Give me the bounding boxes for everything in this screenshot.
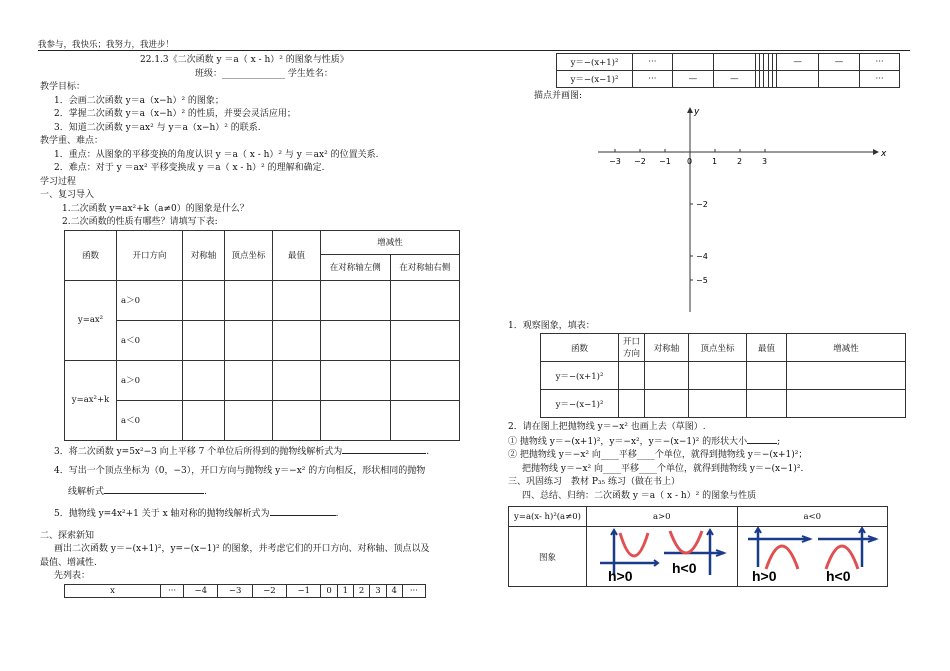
goal-3: 3．知道二次函数 y＝ax² 与 y＝a（x−h）² 的联系. bbox=[54, 122, 261, 133]
x-cell: 4 bbox=[386, 584, 402, 597]
cell[interactable] bbox=[183, 400, 225, 440]
th-extreme: 最值 bbox=[273, 230, 321, 280]
cell[interactable] bbox=[321, 400, 391, 440]
x-cell: x bbox=[65, 584, 161, 597]
x-tick-label: −3 bbox=[609, 156, 621, 166]
cell[interactable] bbox=[645, 390, 689, 418]
th-opening: 开口方向 bbox=[619, 334, 645, 362]
cell[interactable] bbox=[321, 280, 391, 320]
upward-parabolas-sketch bbox=[592, 527, 732, 583]
th-monotonic: 增减性 bbox=[787, 334, 906, 362]
explore-line-1: 画出二次函数 y＝−(x+1)²，y=−(x−1)² 的图象，并考虑它们的开口方向、对称轴、顶点以及 bbox=[54, 544, 430, 554]
question-4-cont: 线解析式 . bbox=[68, 486, 207, 497]
answer-blank-5[interactable] bbox=[270, 507, 336, 516]
x-tick-label: 2 bbox=[737, 156, 743, 166]
x-cell: ··· bbox=[402, 584, 425, 597]
x-cell: 3 bbox=[370, 584, 386, 597]
val-cell[interactable] bbox=[777, 71, 818, 88]
values-table-top bbox=[556, 53, 900, 88]
parabola-curve bbox=[620, 533, 648, 556]
summary-head-apos: a>0 bbox=[587, 507, 738, 527]
cell[interactable] bbox=[183, 280, 225, 320]
cell[interactable] bbox=[273, 320, 321, 360]
val-cell[interactable] bbox=[714, 54, 755, 71]
parabola-curve bbox=[826, 546, 858, 569]
question-4-text: 线解析式 bbox=[68, 486, 105, 497]
answer-blank-shape[interactable] bbox=[747, 435, 777, 444]
review-heading: 一、复习导入 bbox=[40, 190, 95, 200]
cell[interactable] bbox=[787, 390, 906, 418]
question-3: 3．将二次函数 y=5x²−3 向上平移 7 个单位后所得到的抛物线解析式为 . bbox=[54, 446, 430, 457]
goals-heading: 教学目标： bbox=[40, 82, 86, 92]
list-heading: 先列表： bbox=[54, 571, 91, 581]
th-function: 函数 bbox=[65, 230, 117, 280]
cell[interactable] bbox=[225, 400, 273, 440]
row-func-2: y=ax²+k bbox=[65, 360, 117, 440]
y-tick-label: −2 bbox=[696, 199, 708, 209]
cell[interactable] bbox=[273, 280, 321, 320]
cond-2b: a＜0 bbox=[117, 400, 183, 440]
val-cell: — bbox=[672, 71, 713, 88]
goal-1: 1．会画二次函数 y＝a（x−h）² 的图象； bbox=[54, 95, 224, 106]
cell[interactable] bbox=[183, 320, 225, 360]
x-tick-label: 1 bbox=[712, 156, 718, 166]
val-cell: ··· bbox=[860, 54, 900, 71]
graph-label: h<0 bbox=[826, 568, 851, 583]
cell[interactable] bbox=[390, 320, 460, 360]
question-5-text: 5．抛物线 y=4x²+1 关于 x 轴对称的抛物线解析式为 bbox=[54, 509, 270, 519]
apos-graphs bbox=[587, 527, 738, 587]
x-cell: −1 bbox=[287, 584, 321, 597]
th-right-of-axis: 在对称轴右侧 bbox=[390, 254, 460, 280]
th-extreme: 最值 bbox=[747, 334, 787, 362]
th-opening: 开口方向 bbox=[117, 230, 183, 280]
question-3-text: 3．将二次函数 y=5x²−3 向上平移 7 个单位后所得到的抛物线解析式为 bbox=[54, 446, 343, 457]
row-func: y＝−(x−1)² bbox=[557, 71, 633, 88]
cell[interactable] bbox=[747, 362, 787, 390]
summary-head-aneg: a<0 bbox=[737, 507, 888, 527]
val-cell: — bbox=[818, 54, 859, 71]
properties-table bbox=[64, 230, 460, 441]
th-axis: 对称轴 bbox=[183, 230, 225, 280]
x-values-table bbox=[64, 584, 426, 598]
cell[interactable] bbox=[321, 360, 391, 400]
task-2-c1-text: ① 抛物线 y＝−(x+1)²，y＝−x²，y＝−(x−1)² 的形状大小 bbox=[508, 436, 748, 447]
y-axis-label: y bbox=[694, 106, 700, 117]
cell[interactable] bbox=[273, 360, 321, 400]
graph-label: h<0 bbox=[671, 560, 697, 576]
coordinate-plane[interactable] bbox=[578, 104, 908, 316]
observe-heading: 1．观察图象，填表： bbox=[508, 320, 595, 331]
summary-row-label: 图象 bbox=[509, 527, 587, 587]
row-func: y＝−(x+1)² bbox=[541, 362, 619, 390]
cell[interactable] bbox=[747, 390, 787, 418]
x-cell: 2 bbox=[353, 584, 369, 597]
cond-1b: a＜0 bbox=[117, 320, 183, 360]
th-function: 函数 bbox=[541, 334, 619, 362]
aneg-graphs bbox=[737, 527, 888, 587]
val-cell: — bbox=[777, 54, 818, 71]
th-vertex: 顶点坐标 bbox=[225, 230, 273, 280]
practice-heading: 三、巩固练习 教材 P₃₅ 练习（做在书上） bbox=[508, 477, 680, 487]
page-header: 我参与，我快乐；我努力，我进步！ bbox=[38, 40, 175, 50]
val-cell: — bbox=[714, 71, 755, 88]
process-heading: 学习过程 bbox=[40, 176, 77, 187]
x-tick-label: 3 bbox=[762, 156, 768, 166]
explore-heading: 二、探索新知 bbox=[40, 530, 95, 541]
question-2: 2.二次函数的性质有哪些？请填写下表: bbox=[62, 217, 218, 227]
x-tick-label: −1 bbox=[659, 156, 671, 166]
x-cell: −4 bbox=[184, 584, 218, 597]
x-tick-label: −2 bbox=[634, 156, 646, 166]
answer-blank-4[interactable] bbox=[104, 485, 204, 494]
question-4: 4．写出一个顶点坐标为（0，−3），开口方向与抛物线 y＝−x² 的方向相反，形状相同的抛物 bbox=[54, 466, 426, 476]
val-cell[interactable] bbox=[672, 54, 713, 71]
row-func-1: y=ax² bbox=[65, 280, 117, 360]
x-cell: 1 bbox=[337, 584, 353, 597]
task-2: 2．请在图上把抛物线 y＝−x² 也画上去（草图）. bbox=[508, 422, 706, 432]
graph-label: h>0 bbox=[752, 568, 777, 583]
cell[interactable] bbox=[787, 362, 906, 390]
y-tick-label: −5 bbox=[696, 275, 708, 285]
cell[interactable] bbox=[390, 360, 460, 400]
y-tick-label: −4 bbox=[696, 251, 708, 261]
summary-table bbox=[508, 506, 888, 587]
task-2-c2: ② 把抛物线 y＝−x² 向____平移____个单位，就得到抛物线 y＝−(x+1)²； bbox=[508, 450, 808, 460]
cell[interactable] bbox=[390, 280, 460, 320]
cell[interactable] bbox=[619, 390, 645, 418]
parabola-curve bbox=[670, 531, 702, 553]
task-2-c1: ① 抛物线 y＝−(x+1)²，y＝−x²，y＝−(x−1)² 的形状大小 ; bbox=[508, 436, 781, 447]
question-5: 5．抛物线 y=4x²+1 关于 x 轴对称的抛物线解析式为 . bbox=[54, 509, 339, 519]
cell[interactable] bbox=[183, 360, 225, 400]
cell[interactable] bbox=[689, 362, 747, 390]
x-tick-label: 0 bbox=[687, 156, 693, 166]
cond-1a: a＞0 bbox=[117, 280, 183, 320]
doc-title: 22.1.3《二次函数 y ＝a（ x - h）² 的图象与性质》 bbox=[140, 55, 349, 65]
cell[interactable] bbox=[390, 400, 460, 440]
answer-blank-3[interactable] bbox=[342, 445, 426, 454]
cell[interactable] bbox=[619, 362, 645, 390]
summary-heading: 四、总结、归纳：二次函数 y ＝a（ x - h）² 的图象与性质 bbox=[522, 490, 757, 501]
val-cell: ··· bbox=[860, 71, 900, 88]
cell[interactable] bbox=[225, 320, 273, 360]
cell[interactable] bbox=[225, 360, 273, 400]
th-vertex: 顶点坐标 bbox=[689, 334, 747, 362]
explore-line-2: 最值、增减性. bbox=[40, 557, 97, 568]
val-cell: ··· bbox=[633, 54, 673, 71]
th-monotonic: 增减性 bbox=[321, 230, 460, 254]
cell[interactable] bbox=[645, 362, 689, 390]
key-point-1: 1．重点：从图象的平移变换的角度认识 y ＝a（ x - h）² 与 y ＝ax² 的位置关系. bbox=[54, 149, 379, 160]
val-cell: ··· bbox=[633, 71, 673, 88]
x-cell: 0 bbox=[321, 584, 337, 597]
parabola-curve bbox=[766, 546, 798, 569]
cell[interactable] bbox=[225, 280, 273, 320]
cond-2a: a＞0 bbox=[117, 360, 183, 400]
row-func: y＝−(x−1)² bbox=[541, 390, 619, 418]
x-axis-label: x bbox=[881, 148, 887, 159]
summary-head-func: y=a(x- h)²(a≠0) bbox=[509, 507, 587, 527]
class-line: 班级：______________ 学生姓名： bbox=[195, 68, 333, 79]
graph-label: h>0 bbox=[607, 568, 633, 583]
cell[interactable] bbox=[273, 400, 321, 440]
row-func: y＝−(x+1)² bbox=[557, 54, 633, 71]
downward-parabolas-sketch bbox=[742, 527, 882, 583]
x-cell: −3 bbox=[218, 584, 252, 597]
header-divider bbox=[38, 50, 910, 51]
th-axis: 对称轴 bbox=[645, 334, 689, 362]
question-1: 1.二次函数 y=ax²+k（a≠0）的图象是什么？ bbox=[62, 203, 249, 214]
th-left-of-axis: 在对称轴左侧 bbox=[321, 254, 391, 280]
x-cell: ··· bbox=[161, 584, 184, 597]
plot-heading: 描点并画图: bbox=[534, 91, 583, 101]
x-cell: −2 bbox=[252, 584, 286, 597]
left-column bbox=[40, 54, 460, 598]
right-column bbox=[508, 53, 910, 587]
goal-2: 2．掌握二次函数 y＝a（x−h）² 的性质，并要会灵活应用； bbox=[54, 109, 296, 119]
observe-table bbox=[540, 333, 906, 418]
key-point-2: 2．难点：对于 y ＝ax² 平移变换成 y ＝a（ x - h）² 的理解和确定. bbox=[54, 163, 325, 173]
key-heading: 教学重、难点： bbox=[40, 136, 104, 146]
val-cell[interactable] bbox=[818, 71, 859, 88]
task-2-c3: 把抛物线 y＝−x² 向____平移____个单位，就得到抛物线 y＝−(x−1)². bbox=[522, 463, 804, 474]
cell[interactable] bbox=[321, 320, 391, 360]
cell[interactable] bbox=[689, 390, 747, 418]
